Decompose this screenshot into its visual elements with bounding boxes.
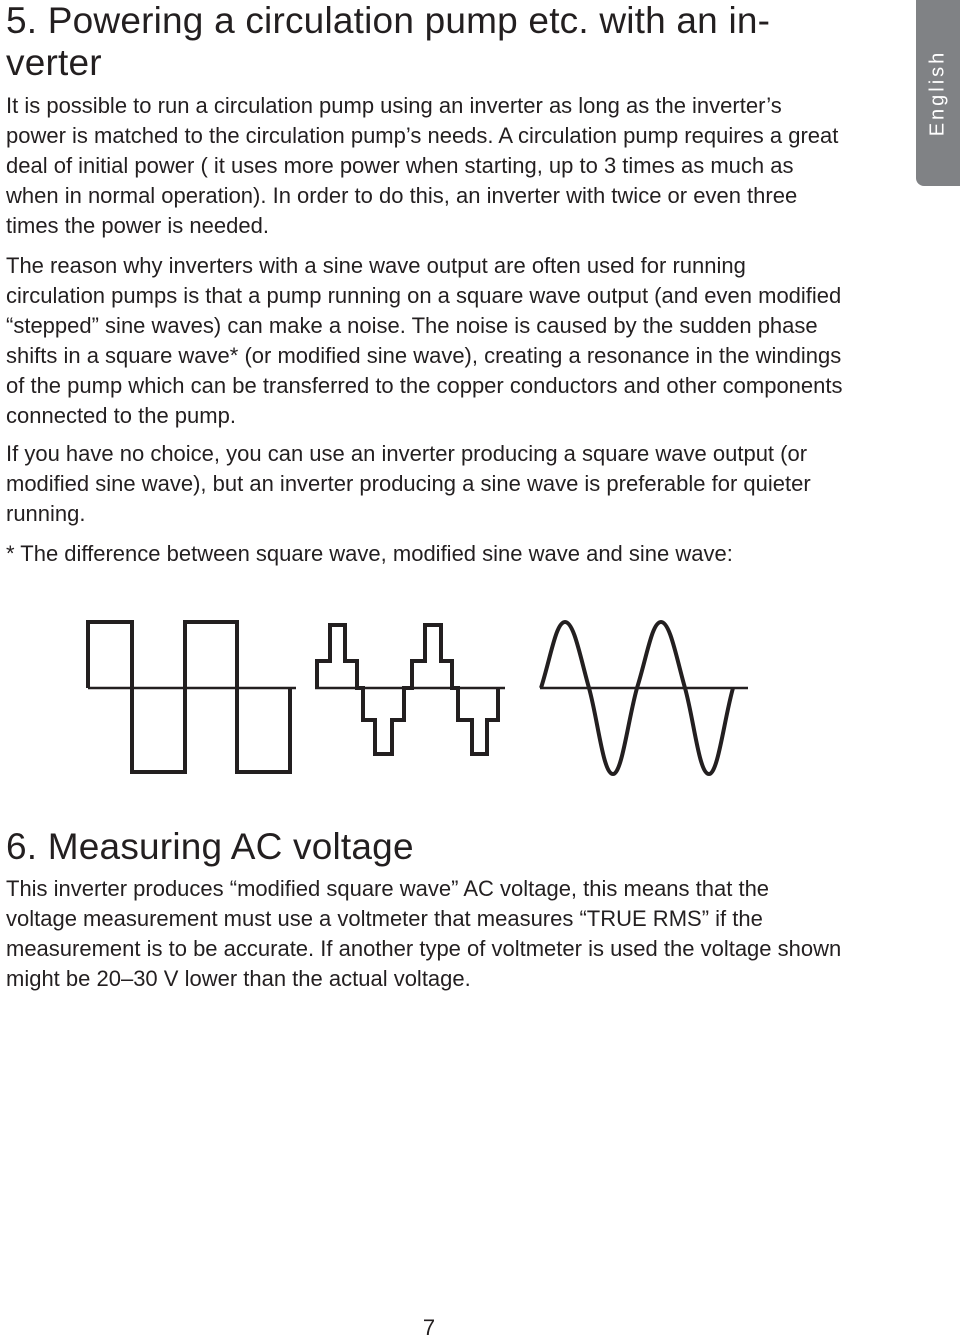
section-6-title: 6. Measuring AC voltage bbox=[6, 826, 414, 867]
language-tab[interactable] bbox=[916, 0, 960, 186]
sine-wave bbox=[540, 622, 748, 774]
section-6-paragraph: This inverter produces “modified square wave” AC voltage, this means that the voltage measurement must use a voltmeter that measures “TRUE RMS” if the measurement is to be accurate. If another type of voltmeter is used the voltage shown might be 20–30 V lower than the actual voltage. bbox=[6, 876, 842, 991]
language-tab-label: English bbox=[926, 49, 949, 137]
modified-sine-wave bbox=[315, 625, 505, 754]
page-number: 7 bbox=[422, 1315, 436, 1340]
section-5-title: 5. Powering a circulation pump etc. with an inverter bbox=[6, 0, 770, 83]
section-5-paragraph-3: If you have no choice, you can use an inverter producing a square wave output (or modified sine wave), but an inverter producing a sine wave is preferable for quieter running. bbox=[6, 441, 811, 526]
waveform-comparison-diagram bbox=[0, 600, 760, 790]
section-5-paragraph-1: It is possible to run a circulation pump using an inverter as long as the inverter’s power is matched to the circulation pump’s needs. A circulation pump requires a great deal of initial power ( it uses more power when starting, up to 3 times as much as when in normal operation). In order to do this, an inverter with twice or even three times the power is needed. bbox=[6, 93, 839, 238]
square-wave bbox=[88, 622, 296, 772]
waveform-footnote: * The difference between square wave, modified sine wave and sine wave: bbox=[6, 541, 733, 566]
section-5-paragraph-2: The reason why inverters with a sine wave output are often used for running circulation pumps is that a pump running on a square wave output (and even modified “stepped” sine waves) can make a noise. The noise is caused by the sudden phase shifts in a square wave* (or modified sine wave), creating a resonance in the windings of the pump which can be transferred to the copper conductors and other components connected to the pump. bbox=[6, 253, 843, 428]
